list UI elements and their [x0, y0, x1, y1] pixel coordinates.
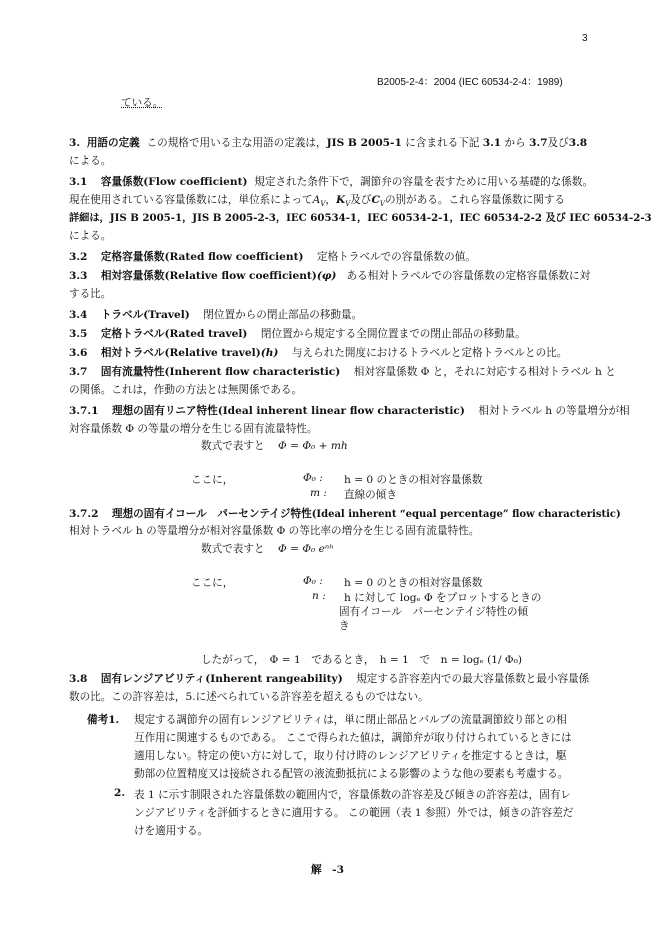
- where-label-2: ここに，: [191, 577, 234, 589]
- var-n-desc-1: h に対して logₑ Φ をプロットするときの: [344, 592, 542, 604]
- def-3-7-line2: の関係。これは，作動の方法とは無関係である。: [69, 384, 303, 396]
- var-phi0-1-desc: h = 0 のときの相対容量係数: [344, 474, 483, 486]
- remark-1-line-2: 互作用に関連するものである。 ここで得られた値は，調節弁が取り付けられているときには: [134, 732, 572, 744]
- def-3-6: 3.6 相対トラベル(Relative travel)(h) 与えられた開度におけるトラベルと定格トラベルとの比。: [69, 347, 568, 359]
- def-3-4: 3.4 トラベル(Travel) 閉位置からの閉止部品の移動量。: [69, 309, 363, 321]
- remark-2-line-3: けを適用する。: [134, 825, 209, 837]
- def-3-8-line2: 数の比。この許容差は，5.に述べられている許容差を超えるものではない。: [69, 691, 429, 703]
- remarks-label: 備考1.: [87, 714, 120, 726]
- def-3-1-line4: による。: [69, 230, 112, 242]
- def-3-3-line2: する比。: [69, 288, 112, 300]
- def-3-1: 3.1 容量係数(Flow coefficient) 規定された条件下で，調節弁の容量を表すために用いる基礎的な係数。: [69, 176, 594, 188]
- where-label-1: ここに，: [191, 474, 234, 486]
- var-n-desc-3: き: [339, 620, 350, 632]
- carryover-text: ている。: [121, 97, 164, 109]
- remark-2-line-1: 表 1 に示す制限された容量係数の範囲内で，容量係数の許容差及び傾きの許容差は，固有レ: [134, 789, 572, 801]
- def-3-1-line2: 現在使用されている容量係数には，単位系によって$A_V$，$K_V$及び$C_V$の別がある。これら容量係数に関する: [69, 194, 566, 209]
- page-number: 3: [582, 33, 588, 44]
- def-3-1-line3: 詳細は，JIS B 2005-1，JIS B 2005-2-3，IEC 60534-1，IEC 60534-2-1，IEC 60534-2-2 及び IEC 60534-2-3: [69, 212, 652, 224]
- standard-reference: B2005-2-4：2004 (IEC 60534-2-4：1989): [377, 77, 563, 88]
- def-3-8: 3.8 固有レンジアビリティ(Inherent rangeability) 規定する許容差内での最大容量係数と最小容量係: [69, 673, 590, 685]
- var-m: m :: [310, 487, 327, 499]
- def-3-2: 3.2 定格容量係数(Rated flow coefficient) 定格トラベルでの容量係数の値。: [69, 251, 476, 263]
- var-m-desc: 直線の傾き: [344, 489, 397, 501]
- therefore-statement: したがって， Φ = 1 であるとき， h = 1 で n = logₑ (1/ Φ₀): [201, 654, 522, 666]
- var-n: n :: [312, 590, 326, 602]
- def-3-7-2-line2: 相対トラベル h の等量増分が相対容量係数 Φ の等比率の増分を生じる固有流量特性。: [69, 525, 480, 537]
- remark-2-line-2: ンジアビリティを評価するときに適用する。 この範囲（表 1 参照）外では，傾きの許容差だ: [134, 807, 574, 819]
- formula-equal-percentage: 数式で表すと Φ = Φ₀ eⁿʰ: [201, 543, 334, 555]
- section3-line2: による。: [69, 155, 112, 167]
- def-3-7-1: 3.7.1 理想の固有リニア特性(Ideal inherent linear flow characteristic) 相対トラベル h の等量増分が相: [69, 405, 630, 417]
- remark-2-num: 2.: [114, 787, 126, 799]
- def-3-3: 3.3 相対容量係数(Relative flow coefficient)(φ) ある相対トラベルでの容量係数の定格容量係数に対: [69, 270, 591, 282]
- def-3-7-2: 3.7.2 理想の固有イコール パーセンテイジ特性(Ideal inherent “equal percentage” flow characteristic): [69, 508, 621, 520]
- formula-linear: 数式で表すと Φ = Φ₀ + mh: [201, 440, 348, 452]
- def-3-7: 3.7 固有流量特性(Inherent flow characteristic) 相対容量係数 Φ と，それに対応する相対トラベル h と: [69, 366, 616, 378]
- var-phi0-2-desc: h = 0 のときの相対容量係数: [344, 577, 483, 589]
- def-3-7-1-line2: 対容量係数 Φ の等量の増分を生じる固有流量特性。: [69, 423, 318, 435]
- var-phi0-2: Φ₀ :: [303, 575, 323, 587]
- section3-heading: 3. 用語の定義 この規格で用いる主な用語の定義は，JIS B 2005-1 に含まれる下記 3.1 から 3.7及び3.8: [69, 137, 588, 149]
- remark-1-line-4: 動部の位置精度又は接続される配管の液流動抵抗による影響のような他の要素も考慮する。: [134, 768, 569, 780]
- def-3-5: 3.5 定格トラベル(Rated travel) 閉位置から規定する全開位置までの閉止部品の移動量。: [69, 328, 526, 340]
- footer-page-label: 解 -3: [311, 864, 344, 876]
- var-phi0-1: Φ₀ :: [303, 472, 323, 484]
- remark-1-line-3: 適用しない。特定の使い方に対して，取り付け時のレンジアビリティを推定するときは，駆: [134, 750, 567, 762]
- remark-1-line-1: 規定する調節弁の固有レンジアビリティは，単に閉止部品とバルブの流量調節絞り部との相: [134, 714, 567, 726]
- var-n-desc-2: 固有イコール パーセンテイジ特性の傾: [339, 606, 529, 618]
